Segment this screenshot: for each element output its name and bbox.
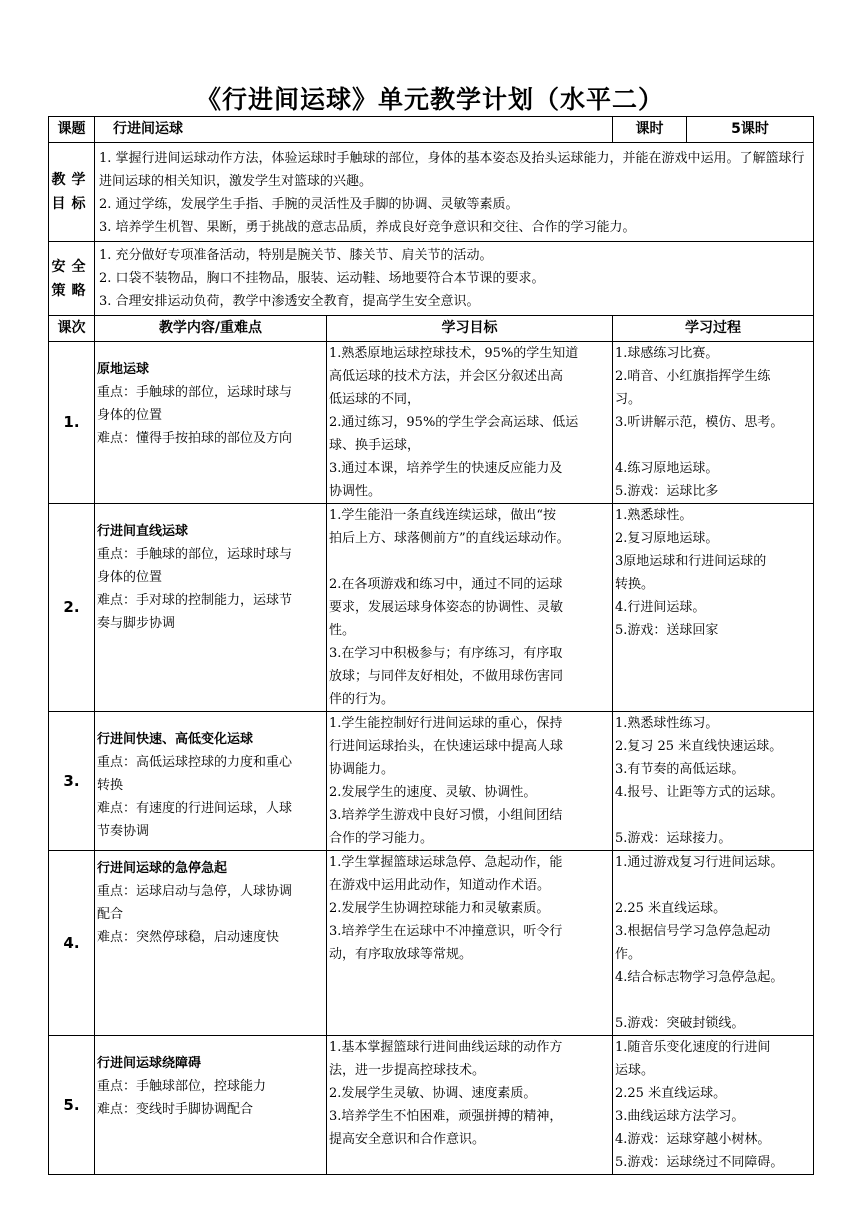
lesson-process-cell — [613, 851, 814, 1036]
objective-line: 1.学生能控制好行进间运球的重心，保持 — [329, 716, 563, 731]
objective-line: 2.在各项游戏和练习中，通过不同的运球 — [329, 577, 563, 592]
lesson-number: 2. — [49, 504, 95, 712]
objective-line: 1.熟悉原地运球控球技术，95%的学生知道 — [329, 346, 579, 361]
lesson-content-line: 难点：突然停球稳，启动速度快 — [97, 930, 280, 945]
safety-item: 1. 充分做好专项准备活动，特别是腕关节、膝关节、肩关节的活动。 — [99, 248, 493, 263]
lesson-process-cell — [613, 504, 814, 712]
objective-line: 1.基本掌握篮球行进间曲线运球的动作方 — [329, 1040, 563, 1055]
process-line: 2.哨音、小红旗指挥学生练 — [615, 369, 771, 384]
objective-line: 合作的学习能力。 — [329, 831, 434, 846]
lesson-name: 原地运球 — [97, 362, 150, 377]
objective-line: 3.培养学生在运球中不冲撞意识，听令行 — [329, 924, 563, 939]
topic-label: 课题 — [49, 117, 95, 143]
lesson-content-line: 重点：运球启动与急停，人球协调 — [97, 884, 293, 899]
lesson-content-cell — [95, 342, 327, 504]
process-line: 2.复习 25 米直线快速运球。 — [615, 739, 783, 754]
goals-content — [95, 143, 814, 242]
table-row — [49, 504, 814, 712]
goal-item: 1. 掌握行进间运球动作方法，体验运球时手触球的部位，身体的基本姿态及抬头运球能力，并能在游戏中运用。了解篮球行进间运球的相关知识，激发学生对篮球的兴趣。 — [99, 151, 805, 189]
objective-line: 伴的行为。 — [329, 692, 395, 707]
safety-content — [95, 242, 814, 316]
lesson-content-cell — [95, 712, 327, 851]
page-title: 《行进间运球》单元教学计划（水平二） — [195, 85, 664, 114]
process-line: 4.行进间运球。 — [615, 600, 706, 615]
topic-value: 行进间运球 — [95, 117, 613, 143]
process-line: 1.熟悉球性练习。 — [615, 716, 719, 731]
process-line: 4.游戏：运球穿越小树林。 — [615, 1132, 771, 1147]
process-line: 习。 — [615, 392, 642, 407]
lesson-process-cell — [613, 1036, 814, 1175]
col-content: 教学内容/重难点 — [95, 316, 327, 342]
lesson-name: 行进间运球绕障碍 — [97, 1056, 202, 1071]
process-line: 3.曲线运球方法学习。 — [615, 1109, 745, 1124]
objective-line: 2.通过练习，95%的学生学会高运球、低运 — [329, 415, 579, 430]
objective-line: 3.通过本课，培养学生的快速反应能力及 — [329, 461, 563, 476]
lesson-content-line: 难点：有速度的行进间运球，人球 — [97, 801, 293, 816]
process-line: 1.球感练习比赛。 — [615, 346, 719, 361]
lesson-content-line: 难点：变线时手脚协调配合 — [97, 1102, 254, 1117]
lesson-content-cell — [95, 504, 327, 712]
objective-line: 3.培养学生不怕困难，顽强拼搏的精神， — [329, 1109, 563, 1124]
process-line: 5.游戏：运球绕过不同障碍。 — [615, 1155, 784, 1170]
process-line: 3.听讲解示范，模仿、思考。 — [615, 415, 784, 430]
lesson-name: 行进间运球的急停急起 — [97, 861, 228, 876]
process-line: 1.熟悉球性。 — [615, 508, 693, 523]
col-process: 学习过程 — [613, 316, 814, 342]
objective-line: 2.发展学生的速度、灵敏、协调性。 — [329, 785, 537, 800]
lesson-content-line: 身体的位置 — [97, 408, 163, 423]
lesson-number: 1. — [49, 342, 95, 504]
process-line: 作。 — [615, 947, 642, 962]
process-line — [615, 874, 811, 897]
lesson-objectives-cell — [327, 1036, 613, 1175]
process-line: 3原地运球和行进间运球的 — [615, 554, 767, 569]
lesson-content-line: 重点：手触球部位，控球能力 — [97, 1079, 267, 1094]
process-line: 4.练习原地运球。 — [615, 461, 719, 476]
lesson-objectives-cell — [327, 342, 613, 504]
lesson-content-line: 节奏协调 — [97, 824, 150, 839]
lesson-number: 5. — [49, 1036, 95, 1175]
goal-item: 3. 培养学生机智、果断，勇于挑战的意志品质，养成良好竞争意识和交往、合作的学习能力。 — [99, 220, 636, 235]
process-line: 4.报号、让距等方式的运球。 — [615, 785, 784, 800]
hours-value: 5课时 — [687, 117, 814, 143]
process-line: 4.结合标志物学习急停急起。 — [615, 970, 784, 985]
table-row — [49, 712, 814, 851]
goals-label: 教学目标 — [49, 143, 95, 242]
lesson-content-cell — [95, 851, 327, 1036]
objective-line: 性。 — [329, 623, 356, 638]
process-line: 1.随音乐变化速度的行进间 — [615, 1040, 771, 1055]
lesson-objectives-cell — [327, 851, 613, 1036]
process-line — [615, 434, 811, 457]
process-line — [615, 804, 811, 827]
lesson-content-line: 重点：手触球的部位，运球时球与 — [97, 385, 293, 400]
lesson-process-cell — [613, 712, 814, 851]
lesson-content-line: 重点：手触球的部位，运球时球与 — [97, 547, 293, 562]
lesson-content-line: 难点：懂得手按拍球的部位及方向 — [97, 431, 293, 446]
process-line: 2.复习原地运球。 — [615, 531, 719, 546]
process-line: 2.25 米直线运球。 — [615, 1086, 727, 1101]
process-line: 5.游戏：送球回家 — [615, 623, 719, 638]
objective-line: 放球；与同伴友好相处，不做用球伤害同 — [329, 669, 564, 684]
lesson-objectives-cell — [327, 712, 613, 851]
objective-line: 1.学生掌握篮球运球急停、急起动作，能 — [329, 855, 563, 870]
table-row — [49, 851, 814, 1036]
lesson-number: 3. — [49, 712, 95, 851]
process-line — [615, 989, 811, 1012]
table-row — [49, 342, 814, 504]
objective-line: 3.培养学生游戏中良好习惯，小组间团结 — [329, 808, 563, 823]
col-objectives: 学习目标 — [327, 316, 613, 342]
lesson-content-line: 转换 — [97, 778, 124, 793]
objective-line: 球、换手运球， — [329, 438, 421, 453]
process-line: 3.有节奏的高低运球。 — [615, 762, 745, 777]
lesson-number: 4. — [49, 851, 95, 1036]
lesson-objectives-cell — [327, 504, 613, 712]
safety-item: 3. 合理安排运动负荷，教学中渗透安全教育，提高学生安全意识。 — [99, 294, 480, 309]
plan-table — [48, 116, 814, 1175]
lesson-process-cell — [613, 342, 814, 504]
safety-row — [49, 242, 814, 316]
safety-item: 2. 口袋不装物品，胸口不挂物品，服装、运动鞋、场地要符合本节课的要求。 — [99, 271, 545, 286]
objective-line: 要求，发展运球身体姿态的协调性、灵敏 — [329, 600, 564, 615]
lesson-name: 行进间快速、高低变化运球 — [97, 732, 254, 747]
objective-line: 提高安全意识和合作意识。 — [329, 1132, 486, 1147]
objective-line: 低运球的不同， — [329, 392, 421, 407]
lesson-content-cell — [95, 1036, 327, 1175]
process-line: 5.游戏：突破封锁线。 — [615, 1016, 745, 1031]
lesson-content-line: 奏与脚步协调 — [97, 616, 176, 631]
lesson-content-line: 身体的位置 — [97, 570, 163, 585]
process-line: 5.游戏：运球比多 — [615, 484, 719, 499]
column-header-row — [49, 316, 814, 342]
process-line: 1.通过游戏复习行进间运球。 — [615, 855, 784, 870]
process-line: 转换。 — [615, 577, 655, 592]
goals-row — [49, 143, 814, 242]
objective-line: 在游戏中运用此动作，知道动作术语。 — [329, 878, 551, 893]
objective-line: 法，进一步提高控球技术。 — [329, 1063, 486, 1078]
process-line: 2.25 米直线运球。 — [615, 901, 727, 916]
table-row — [49, 1036, 814, 1175]
lesson-content-line: 配合 — [97, 907, 124, 922]
objective-line: 1.学生能沿一条直线连续运球，做出“按 — [329, 508, 557, 523]
objective-line: 协调能力。 — [329, 762, 395, 777]
col-lesson: 课次 — [49, 316, 95, 342]
goal-item: 2. 通过学练，发展学生手指、手腕的灵活性及手脚的协调、灵敏等素质。 — [99, 197, 519, 212]
hours-label: 课时 — [613, 117, 687, 143]
objective-line: 行进间运球抬头，在快速运球中提高人球 — [329, 739, 564, 754]
objective-line: 3.在学习中积极参与；有序练习，有序取 — [329, 646, 563, 661]
objective-line: 高低运球的技术方法，并会区分叙述出高 — [329, 369, 564, 384]
safety-label: 安全策略 — [49, 242, 95, 316]
objective-line: 拍后上方、球落侧前方”的直线运球动作。 — [329, 531, 570, 546]
process-line: 运球。 — [615, 1063, 655, 1078]
process-line: 5.游戏：运球接力。 — [615, 831, 732, 846]
process-line: 3.根据信号学习急停急起动 — [615, 924, 771, 939]
objective-line — [329, 550, 610, 573]
objective-line: 动，有序取放球等常规。 — [329, 947, 473, 962]
objective-line: 协调性。 — [329, 484, 382, 499]
lesson-content-line: 重点：高低运球控球的力度和重心 — [97, 755, 293, 770]
lesson-content-line: 难点：手对球的控制能力，运球节 — [97, 593, 293, 608]
objective-line: 2.发展学生协调控球能力和灵敏素质。 — [329, 901, 550, 916]
objective-line: 2.发展学生灵敏、协调、速度素质。 — [329, 1086, 537, 1101]
lesson-name: 行进间直线运球 — [97, 524, 189, 539]
